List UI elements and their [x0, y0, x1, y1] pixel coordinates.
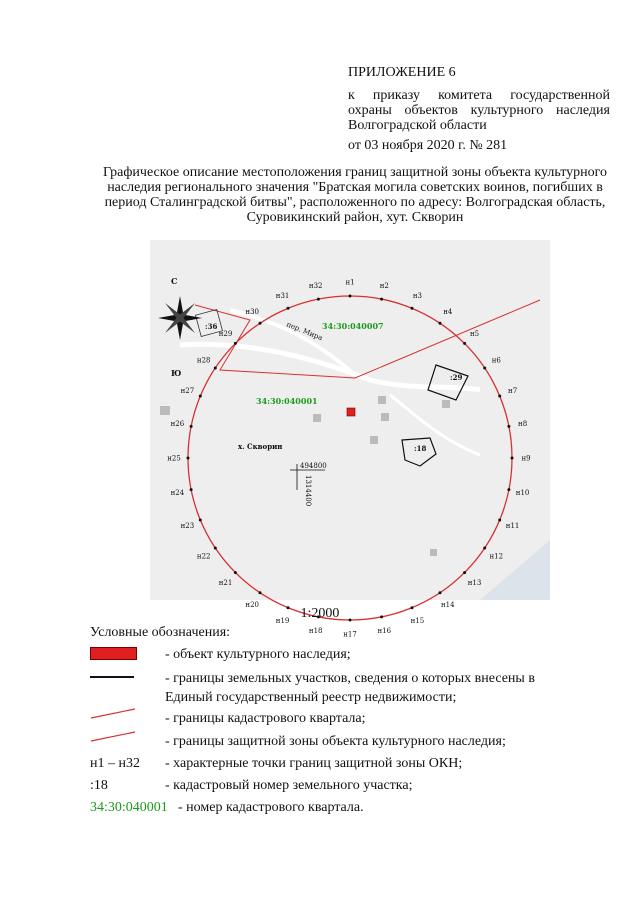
boundary-point-marker [317, 298, 320, 301]
building [313, 414, 321, 422]
legend-symbol-parcel-boundary [90, 676, 134, 678]
building [442, 400, 450, 408]
boundary-point-label: н16 [377, 627, 392, 636]
compass-north-label: С [171, 276, 178, 286]
boundary-point-marker [498, 519, 501, 522]
boundary-point-label: н15 [410, 617, 425, 626]
boundary-point-label: н3 [412, 291, 422, 300]
document-description: Графическое описание местоположения границ защитной зоны объекта культурного наследия регионального значения "Братская могила советских воинов, погибших в период Сталинградской битвы", расположенного по адресу: Волгоградская область, Суровикинский район, хут. Скворин [102, 165, 608, 225]
boundary-point-marker [234, 571, 237, 574]
boundary-point-label: н27 [180, 387, 195, 396]
boundary-point-marker [463, 342, 466, 345]
legend-item-kvartal-number: - номер кадастрового квартала. [178, 800, 364, 815]
boundary-point-marker [234, 342, 237, 345]
boundary-point-label: н28 [196, 356, 211, 365]
legend-symbol-kvartal-number: 34:30:040001 [90, 800, 168, 815]
building [160, 406, 170, 415]
boundary-point-marker [498, 395, 501, 398]
map-scale: 1:2000 [300, 606, 340, 621]
legend-symbol-parcel-number: :18 [90, 778, 108, 793]
building [430, 549, 437, 556]
boundary-point-label: н21 [218, 579, 233, 587]
boundary-point-label: н19 [275, 617, 290, 626]
map-background [150, 240, 550, 600]
boundary-point-marker [287, 307, 290, 310]
boundary-point-marker [214, 367, 217, 370]
boundary-point-marker [439, 591, 442, 594]
boundary-point-label: н1 [345, 278, 355, 287]
boundary-point-marker [187, 457, 190, 460]
coord-y-label: 1314400 [304, 475, 312, 507]
boundary-point-marker [507, 488, 510, 491]
boundary-point-label: н4 [443, 308, 453, 317]
boundary-point-marker [199, 395, 202, 398]
appendix-title: ПРИЛОЖЕНИЕ 6 [348, 65, 456, 80]
boundary-point-label: н29 [218, 330, 233, 338]
boundary-point-label: н12 [489, 552, 504, 561]
building [381, 413, 389, 421]
boundary-point-label: н10 [515, 488, 530, 497]
legend-item-parcel-boundary: - границы земельных участков, сведения о которых внесены в Единый государственный реестр недвижимости; [165, 671, 535, 705]
boundary-point-label: н25 [167, 454, 181, 463]
legend-item-heritage-object: - объект культурного наследия; [165, 647, 351, 662]
boundary-point-marker [439, 322, 442, 325]
boundary-point-label: н7 [508, 387, 518, 396]
boundary-point-marker [190, 488, 193, 491]
legend-symbol-kvartal-boundary [90, 707, 136, 719]
parcel-label-36: :36 [205, 322, 218, 331]
boundary-point-label: н2 [379, 281, 389, 290]
boundary-point-marker [511, 457, 514, 460]
kvartal-label-left: 34:30:040001 [256, 396, 318, 406]
building [378, 396, 386, 404]
boundary-point-label: н30 [245, 308, 259, 317]
boundary-point-marker [199, 519, 202, 522]
boundary-point-marker [380, 298, 383, 301]
boundary-point-label: н9 [521, 454, 531, 463]
boundary-point-marker [259, 591, 262, 594]
boundary-point-label: н32 [308, 281, 323, 290]
legend-title: Условные обозначения: [90, 625, 231, 640]
boundary-point-marker [190, 425, 193, 428]
legend-item-kvartal-boundary: - границы кадастрового квартала; [165, 711, 366, 726]
legend-symbol-heritage-object [90, 647, 137, 660]
boundary-point-label: н14 [441, 600, 455, 609]
boundary-point-marker [411, 307, 414, 310]
boundary-point-marker [259, 322, 262, 325]
boundary-point-label: н17 [343, 630, 357, 639]
legend-symbol-zone-boundary [90, 730, 136, 742]
boundary-point-label: н6 [491, 356, 501, 365]
settlement-label: х. Скворин [238, 442, 283, 451]
boundary-point-label: н24 [170, 488, 185, 497]
legend-symbol-points: н1 – н32 [90, 756, 140, 771]
kvartal-label-top: 34:30:040007 [322, 321, 384, 331]
boundary-point-label: н8 [518, 420, 528, 429]
boundary-point-marker [463, 571, 466, 574]
parcel-label-18: :18 [414, 444, 427, 453]
boundary-point-marker [483, 547, 486, 550]
legend-item-points: - характерные точки границ защитной зоны ОКН; [165, 756, 463, 771]
legend-item-parcel-number: - кадастровый номер земельного участка; [165, 778, 413, 793]
boundary-point-label: н5 [469, 330, 480, 338]
boundary-point-label: н18 [308, 627, 323, 636]
parcel-label-29: :29 [450, 373, 463, 382]
boundary-point-marker [507, 425, 510, 428]
compass-south-label: Ю [171, 368, 182, 378]
legend-item-zone-boundary: - границы защитной зоны объекта культурного наследия; [165, 734, 506, 749]
boundary-point-label: н26 [170, 420, 185, 429]
heritage-object-marker [347, 408, 355, 416]
boundary-point-label: н13 [467, 579, 482, 587]
street-label: пер. Мира [285, 320, 324, 343]
boundary-point-label: н22 [196, 552, 211, 561]
boundary-point-label: н20 [245, 600, 259, 609]
building [370, 436, 378, 444]
boundary-point-label: н23 [180, 521, 195, 530]
boundary-point-marker [483, 367, 486, 370]
appendix-date: от 03 ноября 2020 г. № 281 [348, 138, 508, 153]
boundary-point-marker [349, 295, 352, 298]
boundary-point-label: н11 [505, 521, 520, 530]
appendix-order-reference: к приказу комитета государственной охраны объектов культурного наследия Волгоградской области [348, 88, 610, 133]
boundary-point-marker [214, 547, 217, 550]
coord-x-label: 494800 [300, 462, 327, 470]
boundary-point-label: н31 [275, 291, 290, 300]
